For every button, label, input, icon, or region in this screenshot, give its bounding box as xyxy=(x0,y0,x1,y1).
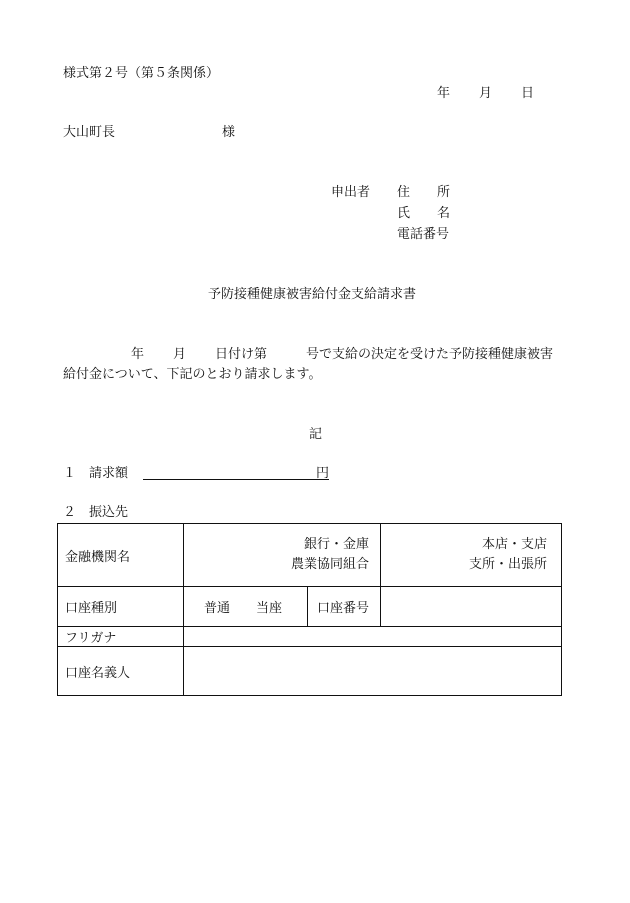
body-rest: 号で支給の決定を受けた予防接種健康被害 xyxy=(306,347,554,362)
institution-row xyxy=(58,524,562,587)
account-type-label: 口座種別 xyxy=(58,587,184,627)
bank-type-2: 農業協同組合 xyxy=(291,557,370,572)
account-type-current[interactable]: 当座 xyxy=(256,601,283,616)
date-line xyxy=(437,87,534,100)
applicant-label: 申出者 xyxy=(331,185,371,200)
branch-type-1: 本店・支店 xyxy=(482,537,548,552)
address-char-1: 住 xyxy=(397,185,411,200)
form-number: 様式第２号（第５条関係） xyxy=(63,66,220,81)
account-number-field[interactable] xyxy=(381,587,562,627)
addressee-name: 大山町長 xyxy=(63,125,116,140)
applicant-phone-label: 電話番号 xyxy=(397,227,450,242)
account-type-ordinary[interactable]: 普通 xyxy=(204,601,231,616)
item1-label: 請求額 xyxy=(89,466,129,481)
branch-cell[interactable] xyxy=(381,524,562,587)
applicant-name-label xyxy=(397,207,450,220)
address-char-2: 所 xyxy=(437,185,451,200)
branch-type-2: 支所・出張所 xyxy=(469,557,548,572)
account-number-label: 口座番号 xyxy=(308,587,381,627)
item1-unit: 円 xyxy=(316,466,330,481)
date-month: 月 xyxy=(479,86,493,101)
holder-field[interactable] xyxy=(184,647,562,696)
body-month: 月 xyxy=(173,347,187,362)
item1-number: １ xyxy=(63,466,77,481)
body-line-1 xyxy=(131,348,553,361)
bank-transfer-table xyxy=(57,523,562,696)
applicant-address-label xyxy=(397,186,450,199)
holder-row xyxy=(58,647,562,696)
bank-type-1: 銀行・金庫 xyxy=(304,537,370,552)
account-type-row xyxy=(58,587,562,627)
document-title: 予防接種健康被害給付金支給請求書 xyxy=(208,287,417,302)
claim-amount-field[interactable] xyxy=(143,479,329,480)
name-char-1: 氏 xyxy=(397,206,411,221)
account-type-options[interactable] xyxy=(184,587,308,627)
date-day: 日 xyxy=(521,86,535,101)
item2-label: 振込先 xyxy=(89,505,129,520)
body-year: 年 xyxy=(131,347,145,362)
body-line-2: 給付金について、下記のとおり請求します。 xyxy=(63,367,322,382)
holder-label: 口座名義人 xyxy=(58,647,184,696)
body-day-dated: 日付け第 xyxy=(215,347,268,362)
addressee-honorific: 様 xyxy=(222,125,236,140)
ki-heading: 記 xyxy=(309,427,323,442)
furigana-label: フリガナ xyxy=(58,627,184,647)
institution-label: 金融機関名 xyxy=(58,524,184,587)
date-year: 年 xyxy=(437,86,451,101)
item2-number: ２ xyxy=(63,505,77,520)
name-char-2: 名 xyxy=(437,206,451,221)
institution-name-cell[interactable] xyxy=(184,524,381,587)
furigana-row xyxy=(58,627,562,647)
furigana-field[interactable] xyxy=(184,627,562,647)
